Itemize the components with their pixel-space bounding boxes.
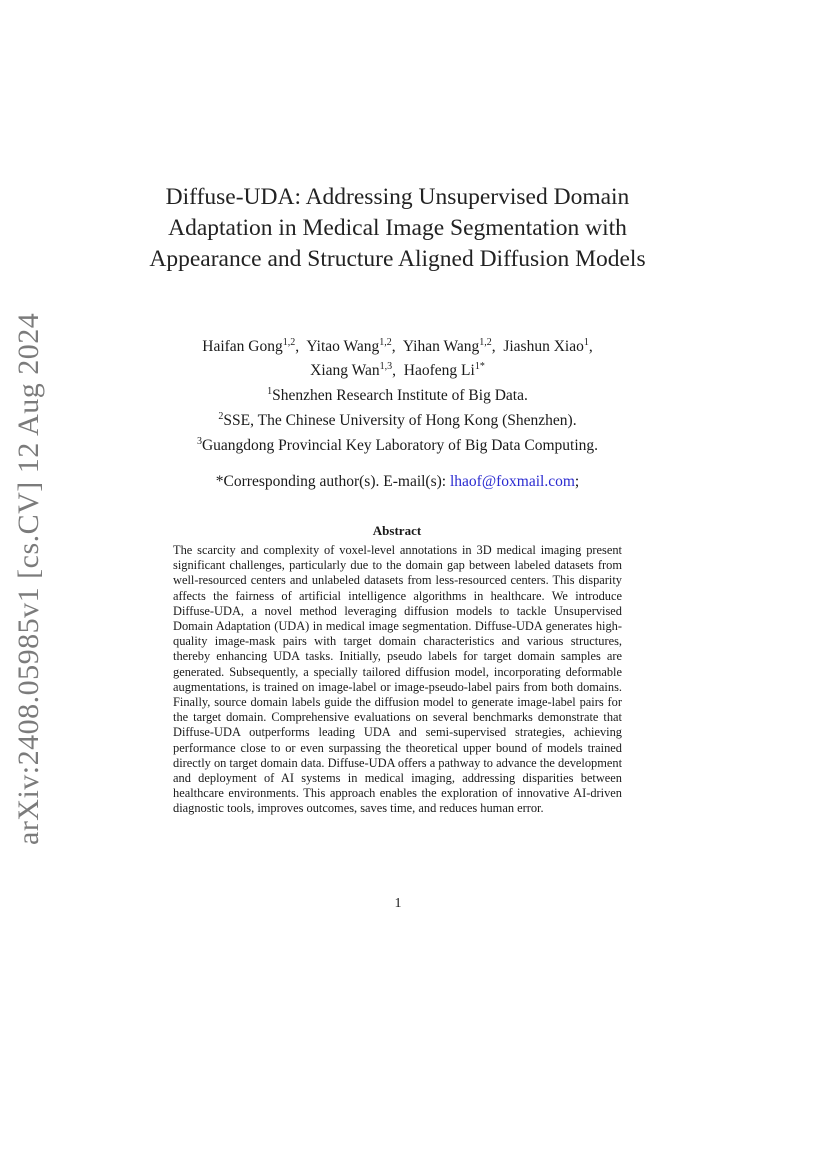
author: Haofeng $Li^{1*}$ xyxy=(403,361,485,380)
abstract-body: The scarcity and complexity of voxel-level annotations in 3D medical imaging present significant challenges, particularly due to the domain gap between labeled datasets from well-resourced centers and unlabeled datasets from less-resourced centers. This disparity affects the fairness of artificial intelligence algorithms in healthcare. We introduce Diffuse-UDA, a novel method leveraging diffusion models to tackle Unsupervised Domain Adaptation (UDA) in medical image segmentation. Diffuse-UDA generates high-quality image-mask pairs with target domain characteristics and various structures, thereby enhancing UDA tasks. Initially, pseudo labels for target domain samples are generated. Subsequently, a specially tailored diffusion model, incorporating deformable augmentations, is trained on image-label or image-pseudo-label pairs from both domains. Finally, source domain labels guide the diffusion model to generate image-label pairs for the target domain. Comprehensive evaluations on several benchmarks demonstrate that Diffuse-UDA outperforms leading UDA and semi-supervised strategies, achieving performance close to or even surpassing the theoretical upper bound of models trained directly on target domain data. Diffuse-UDA offers a pathway to advance the development and deployment of AI systems in medical imaging, addressing disparities between healthcare environments. This approach enables the exploration of innovative AI-driven diagnostic tools, improves outcomes, saves time, and reduces human error. xyxy=(173,543,623,816)
corresponding-label: *Corresponding author(s). E-mail(s): xyxy=(215,473,447,490)
page-number: 1 xyxy=(394,896,402,911)
author: Yitao Wang$^{1,2}$ xyxy=(306,337,392,356)
author: Yihan Wang$^{1,2}$ xyxy=(402,337,492,356)
author: Jiashun Xiao$^1$ xyxy=(503,337,589,356)
corresponding-author xyxy=(140,472,655,492)
affiliation: $^2$SSE, The Chinese University of Hong Kong (Shenzhen). xyxy=(218,411,577,430)
email-suffix: ; xyxy=(574,473,580,490)
paper-title: Diffuse-UDA: Addressing Unsupervised Domain Adaptation in Medical Image Segmentation with Appearance and Structure Aligned Diffusion Models xyxy=(149,184,646,272)
affiliation-list xyxy=(140,381,655,456)
abstract-heading: Abstract xyxy=(372,523,422,538)
author-list: Haifan Gong$^{1,2}$, Yitao Wang$^{1,2}$, Yihan Wang$^{1,2}$, Jiashun Xiao$^1$, Xiang Wan$^{1,3}$, Haofeng $Li^{1*}$ xyxy=(202,337,593,380)
affiliation: $^1$Shenzhen Research Institute of Big Data. xyxy=(267,386,528,405)
email-link[interactable]: lhaof@foxmail.com xyxy=(449,473,575,490)
author: Xiang Wan$^{1,3}$ xyxy=(310,361,393,380)
arxiv-identifier: arXiv:2408.05985v1 [cs.CV] 12 Aug 2024 xyxy=(12,312,45,845)
affiliation: $^3$Guangdong Provincial Key Laboratory of Big Data Computing. xyxy=(196,436,599,455)
author: Haifan Gong$^{1,2}$ xyxy=(202,337,296,356)
